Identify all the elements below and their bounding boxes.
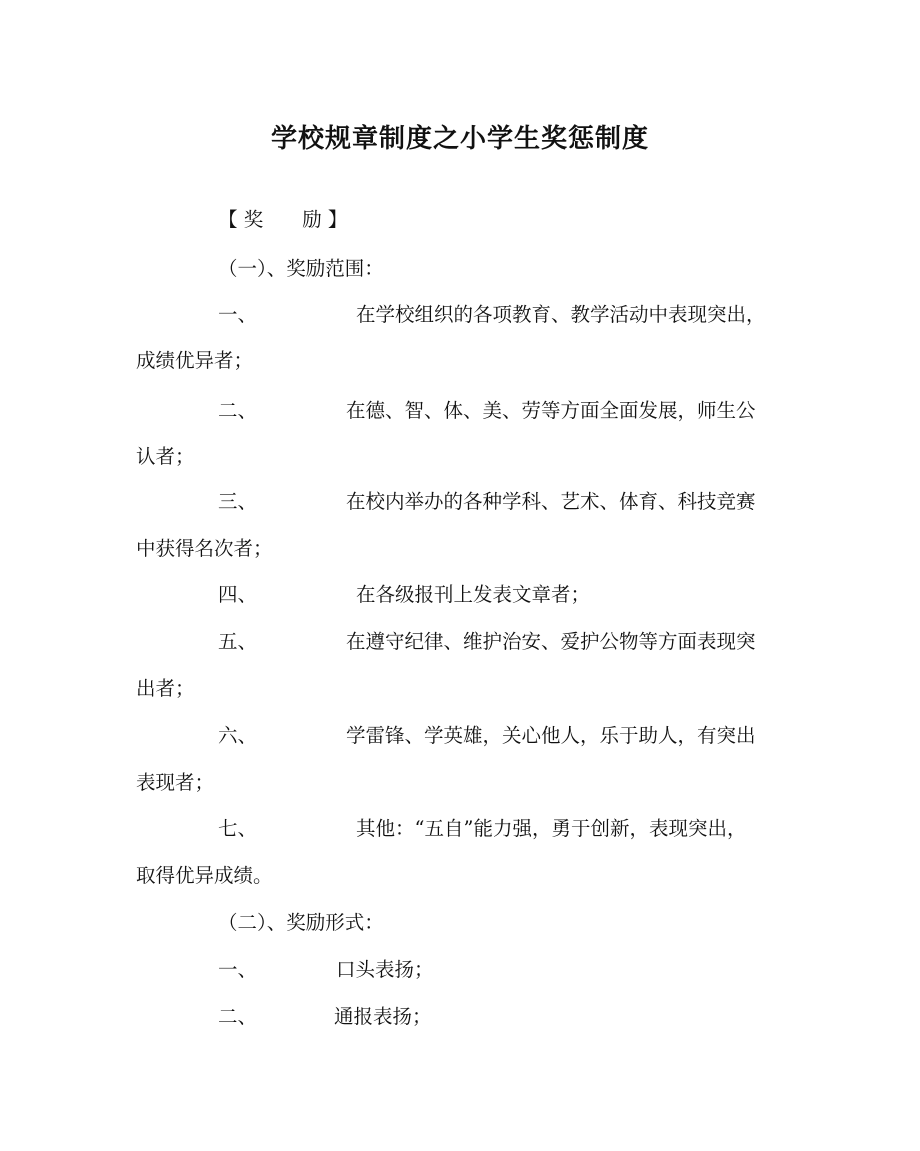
scope-item-5-continuation: 出者； bbox=[136, 677, 195, 700]
section-heading-reward: 【 奖 励 】 bbox=[218, 208, 348, 231]
item-text: 在遵守纪律、维护治安、爱护公物等方面表现突 bbox=[346, 630, 756, 653]
item-number: 四、 bbox=[218, 583, 258, 606]
item-number: 七、 bbox=[218, 817, 258, 840]
item-text: 口头表扬； bbox=[336, 958, 434, 981]
item-number: 二、 bbox=[218, 399, 258, 422]
subsection-reward-scope: （一）、奖励范围： bbox=[218, 257, 384, 280]
scope-item-4 bbox=[218, 581, 786, 609]
scope-item-6-continuation: 表现者； bbox=[136, 771, 215, 794]
item-text: 学雷锋、学英雄，关心他人，乐于助人，有突出 bbox=[346, 724, 756, 747]
form-item-1 bbox=[218, 956, 786, 984]
item-number: 六、 bbox=[218, 724, 258, 747]
item-text: 在校内举办的各种学科、艺术、体育、科技竞赛 bbox=[346, 490, 756, 513]
scope-item-3 bbox=[218, 488, 786, 516]
scope-item-1-continuation: 成绩优异者； bbox=[136, 349, 254, 372]
item-text: 在学校组织的各项教育、教学活动中表现突出， bbox=[356, 303, 766, 326]
item-text: 其他：“五自”能力强，勇于创新，表现突出， bbox=[356, 817, 747, 840]
document-title: 学校规章制度之小学生奖惩制度 bbox=[270, 124, 649, 154]
item-number: 一、 bbox=[218, 958, 258, 981]
scope-item-6 bbox=[218, 722, 786, 750]
scope-item-1 bbox=[218, 301, 786, 329]
item-text: 在德、智、体、美、劳等方面全面发展，师生公 bbox=[346, 399, 756, 422]
scope-item-2 bbox=[218, 397, 786, 425]
form-item-2 bbox=[218, 1003, 786, 1031]
item-text: 通报表扬； bbox=[334, 1005, 432, 1028]
item-text: 在各级报刊上发表文章者； bbox=[356, 583, 591, 606]
item-number: 五、 bbox=[218, 630, 258, 653]
scope-item-2-continuation: 认者； bbox=[136, 445, 195, 468]
scope-item-7-continuation: 取得优异成绩。 bbox=[136, 864, 273, 887]
subsection-reward-form: （二）、奖励形式： bbox=[218, 911, 384, 934]
scope-item-7 bbox=[218, 815, 786, 843]
item-number: 一、 bbox=[218, 303, 258, 326]
item-number: 三、 bbox=[218, 490, 258, 513]
scope-item-3-continuation: 中获得名次者； bbox=[136, 537, 273, 560]
item-number: 二、 bbox=[218, 1005, 258, 1028]
scope-item-5 bbox=[218, 628, 786, 656]
